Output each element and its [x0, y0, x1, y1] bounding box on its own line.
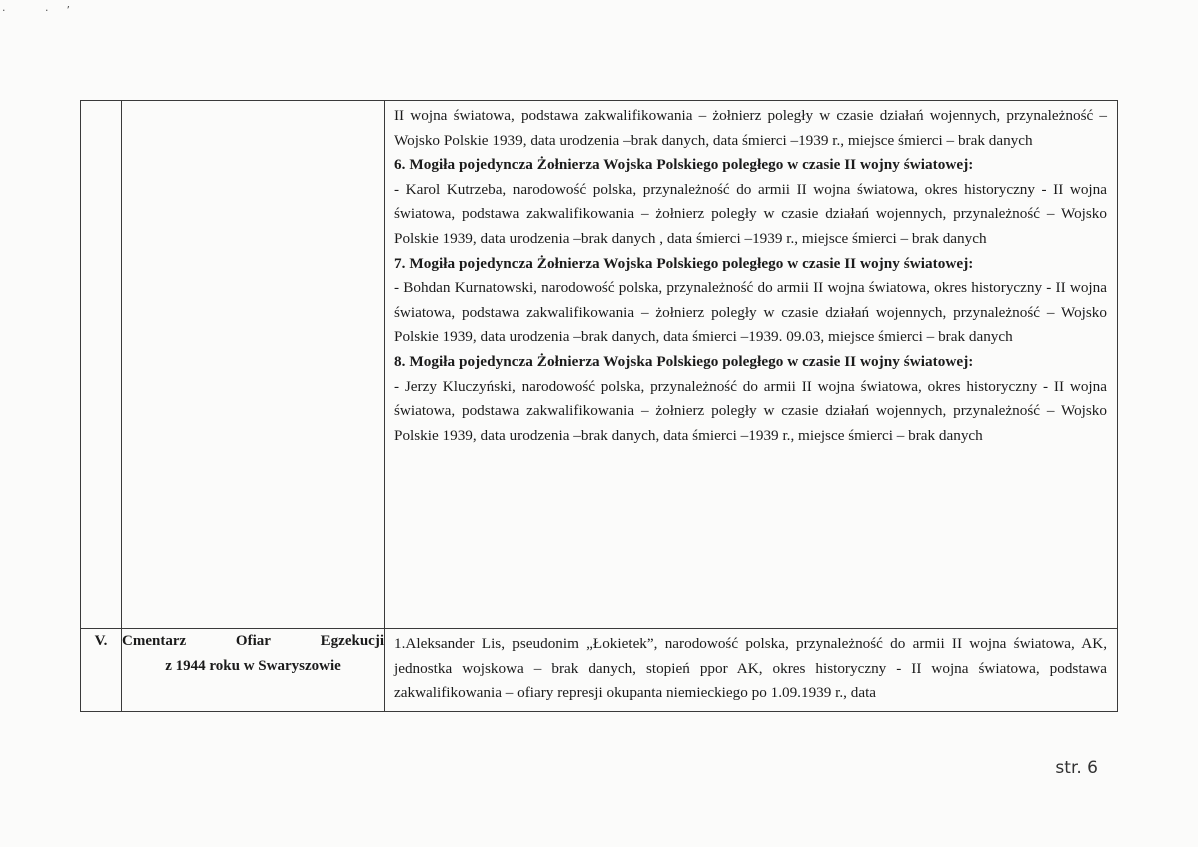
grave-heading: 6. Mogiła pojedyncza Żołnierza Wojska Polskiego poległego w czasie II wojny światowej:	[394, 156, 974, 174]
soldier-entry: II wojna światowa, podstawa zakwalifikowania – żołnierz poległy w czasie działań wojennych, przynależność – Wojsko Polskie 1939, data urodzenia –brak danych, data śmierci –1939 r., miejsce śmierci – brak danych	[394, 107, 1107, 149]
victim-entry: 1.Aleksander Lis, pseudonim „Łokietek”, narodowość polska, przynależność do armii II wojna światowa, AK, jednostka wojskowa – brak danych, stopień ppor AK, okres historyczny - II wojna światowa, podstawa zakwalifikowania – ofiary represji okupanta niemieckiego po 1.09.1939 r., data	[394, 635, 1107, 702]
grave-heading: 7. Mogiła pojedyncza Żołnierza Wojska Polskiego poległego w czasie II wojny światowej:	[394, 254, 974, 272]
name-cell	[122, 101, 385, 629]
table-row	[81, 101, 1118, 629]
number-cell	[81, 101, 122, 629]
cemetery-name-word: Ofiar	[235, 633, 271, 649]
table-row	[81, 629, 1118, 712]
soldier-entry: - Karol Kutrzeba, narodowość polska, przynależność do armii II wojna światowa, okres historyczny - II wojna światowa, podstawa zakwalifikowania – żołnierz poległy w czasie działań wojennych, przynależność – Wojsko Polskie 1939, data urodzenia –brak danych , data śmierci –1939 r., miejsce śmierci – brak danych	[394, 180, 1107, 247]
description-cell	[385, 101, 1118, 629]
cemetery-name-line2: z 1944 roku w Swaryszowie	[165, 657, 341, 674]
page-number: str. 6	[1055, 758, 1098, 778]
description-cell	[385, 629, 1118, 712]
cemetery-name-word: Cmentarz	[122, 633, 187, 649]
graves-table	[80, 100, 1118, 712]
soldier-entry: - Jerzy Kluczyński, narodowość polska, przynależność do armii II wojna światowa, okres historyczny - II wojna światowa, podstawa zakwalifikowania – żołnierz poległy w czasie działań wojennych, przynależność – Wojsko Polskie 1939, data urodzenia –brak danych, data śmierci –1939 r., miejsce śmierci – brak danych	[394, 377, 1107, 444]
scan-marks: · ·’	[2, 4, 88, 17]
description-text	[385, 629, 1117, 706]
row-number: V.	[81, 629, 122, 712]
cemetery-name-word: Egzekucji	[320, 633, 384, 649]
description-text	[385, 101, 1117, 448]
soldier-entry: - Bohdan Kurnatowski, narodowość polska, przynależność do armii II wojna światowa, okres historyczny - II wojna światowa, podstawa zakwalifikowania – żołnierz poległy w czasie działań wojennych, przynależność – Wojsko Polskie 1939, data urodzenia –brak danych, data śmierci –1939. 09.03, miejsce śmierci – brak danych	[394, 279, 1107, 346]
grave-heading: 8. Mogiła pojedyncza Żołnierza Wojska Polskiego poległego w czasie II wojny światowej:	[394, 352, 974, 370]
cemetery-name-line1	[122, 629, 384, 654]
cemetery-name	[122, 629, 385, 712]
